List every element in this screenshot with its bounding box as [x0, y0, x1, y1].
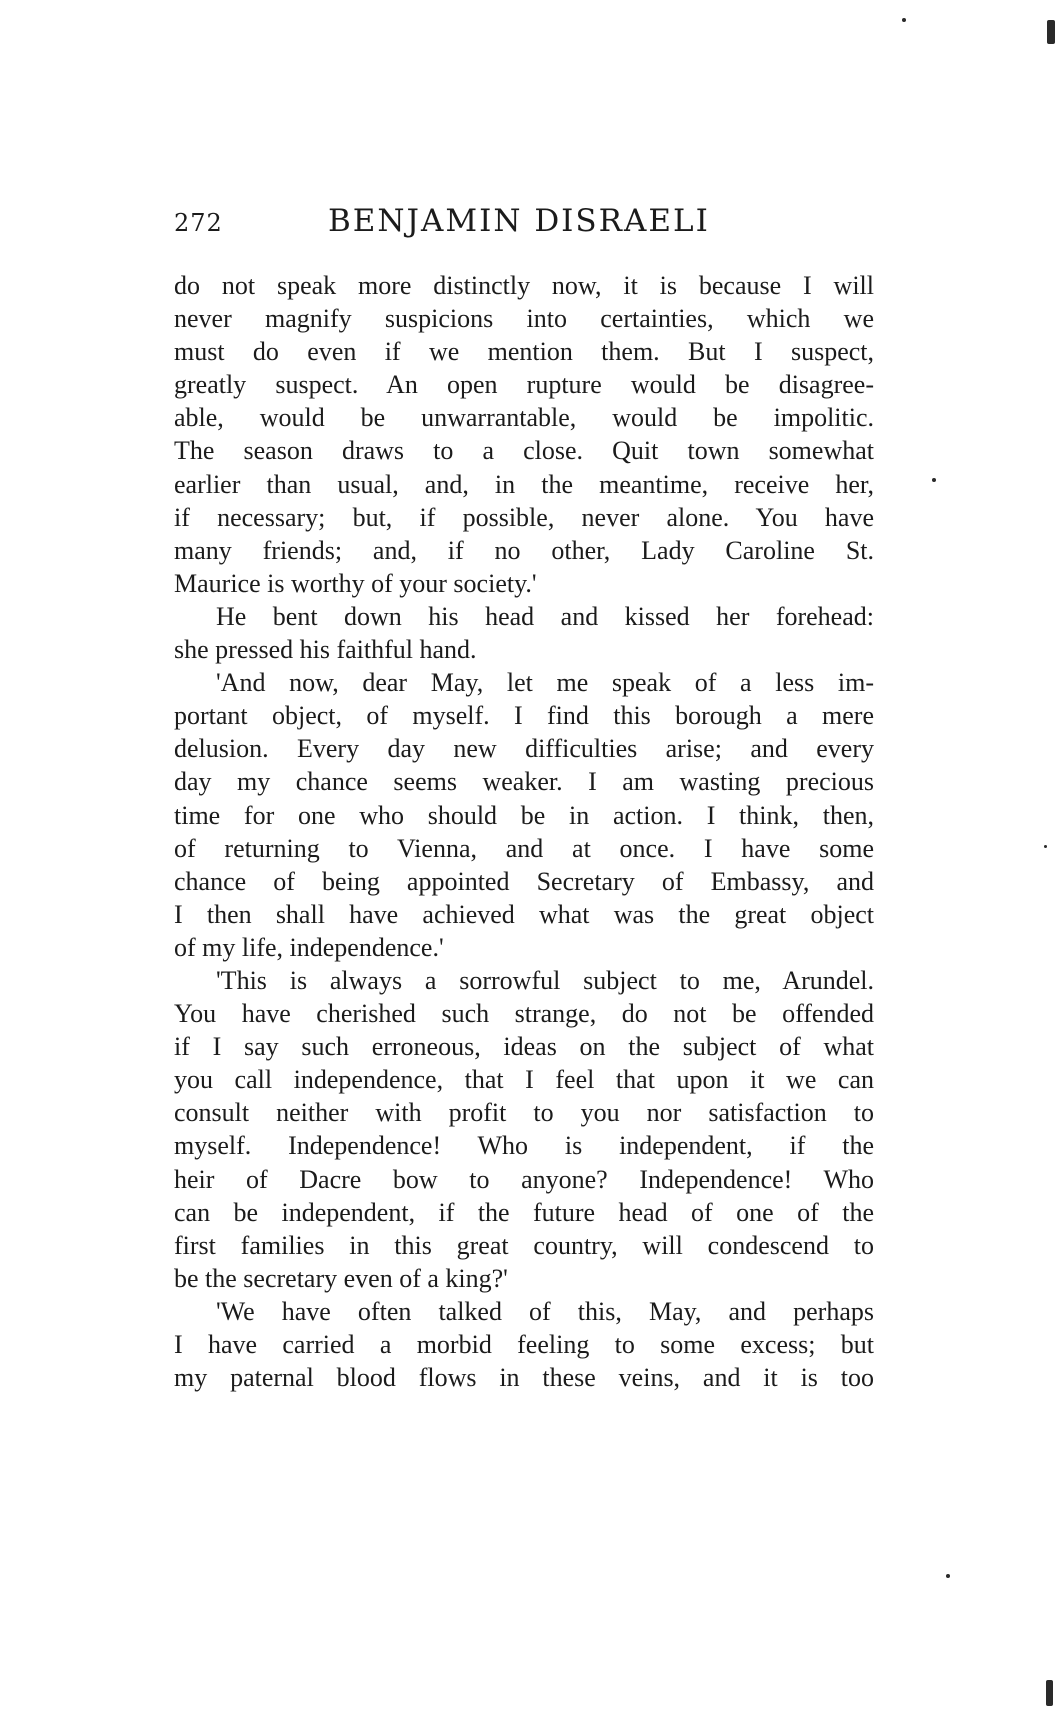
text-line: can be independent, if the future head of one of the — [174, 1197, 874, 1227]
text-line: day my chance seems weaker. I am wasting precious — [174, 767, 874, 797]
text-line: Maurice is worthy of your society.' — [174, 568, 537, 598]
scan-speck — [946, 1574, 950, 1578]
text-line: The season draws to a close. Quit town somewhat — [174, 436, 874, 466]
text-line: earlier than usual, and, in the meantime, receive her, — [174, 469, 874, 499]
scan-speck — [932, 478, 936, 482]
body-text — [174, 269, 874, 1394]
scan-speck — [902, 18, 906, 22]
text-line: time for one who should be in action. I think, then, — [174, 800, 874, 830]
text-line: my paternal blood flows in these veins, and it is too — [174, 1363, 874, 1393]
text-line: chance of being appointed Secretary of Embassy, and — [174, 866, 874, 896]
text-line: many friends; and, if no other, Lady Caroline St. — [174, 535, 874, 565]
text-line: I then shall have achieved what was the great object — [174, 899, 874, 929]
running-head — [174, 203, 874, 247]
text-line: 'We have often talked of this, May, and perhaps — [216, 1296, 874, 1326]
text-line: myself. Independence! Who is independent, if the — [174, 1131, 874, 1161]
text-line: of returning to Vienna, and at once. I have some — [174, 833, 874, 863]
page-number: 272 — [174, 209, 223, 237]
scan-speck — [1047, 20, 1055, 44]
text-line: you call independence, that I feel that upon it we can — [174, 1065, 874, 1095]
text-line: You have cherished such strange, do not be offended — [174, 999, 874, 1029]
text-line: portant object, of myself. I find this borough a mere — [174, 701, 874, 731]
text-line: if necessary; but, if possible, never alone. You have — [174, 502, 874, 532]
text-line: first families in this great country, will condescend to — [174, 1230, 874, 1260]
text-line: able, would be unwarrantable, would be impolitic. — [174, 403, 874, 433]
scan-speck — [1046, 1680, 1053, 1706]
text-line: He bent down his head and kissed her forehead: — [216, 601, 874, 631]
text-line: she pressed his faithful hand. — [174, 635, 477, 665]
running-title: BENJAMIN DISRAELI — [328, 203, 710, 239]
text-line: never magnify suspicions into certainties, which we — [174, 304, 874, 334]
text-line: of my life, independence.' — [174, 932, 444, 962]
scan-speck — [1044, 845, 1047, 848]
text-line: heir of Dacre bow to anyone? Independence! Who — [174, 1164, 874, 1194]
text-line: greatly suspect. An open rupture would be disagree- — [174, 370, 874, 400]
text-line: 'This is always a sorrowful subject to me, Arundel. — [216, 965, 874, 995]
text-line: I have carried a morbid feeling to some excess; but — [174, 1330, 874, 1359]
text-line: 'And now, dear May, let me speak of a less im- — [216, 668, 874, 698]
text-line: delusion. Every day new difficulties arise; and every — [174, 734, 874, 764]
text-line: consult neither with profit to you nor satisfaction to — [174, 1098, 874, 1128]
text-line: be the secretary even of a king?' — [174, 1263, 508, 1293]
text-line: if I say such erroneous, ideas on the subject of what — [174, 1032, 874, 1062]
text-line: do not speak more distinctly now, it is because I will — [174, 271, 874, 300]
text-line: must do even if we mention them. But I suspect, — [174, 337, 874, 367]
